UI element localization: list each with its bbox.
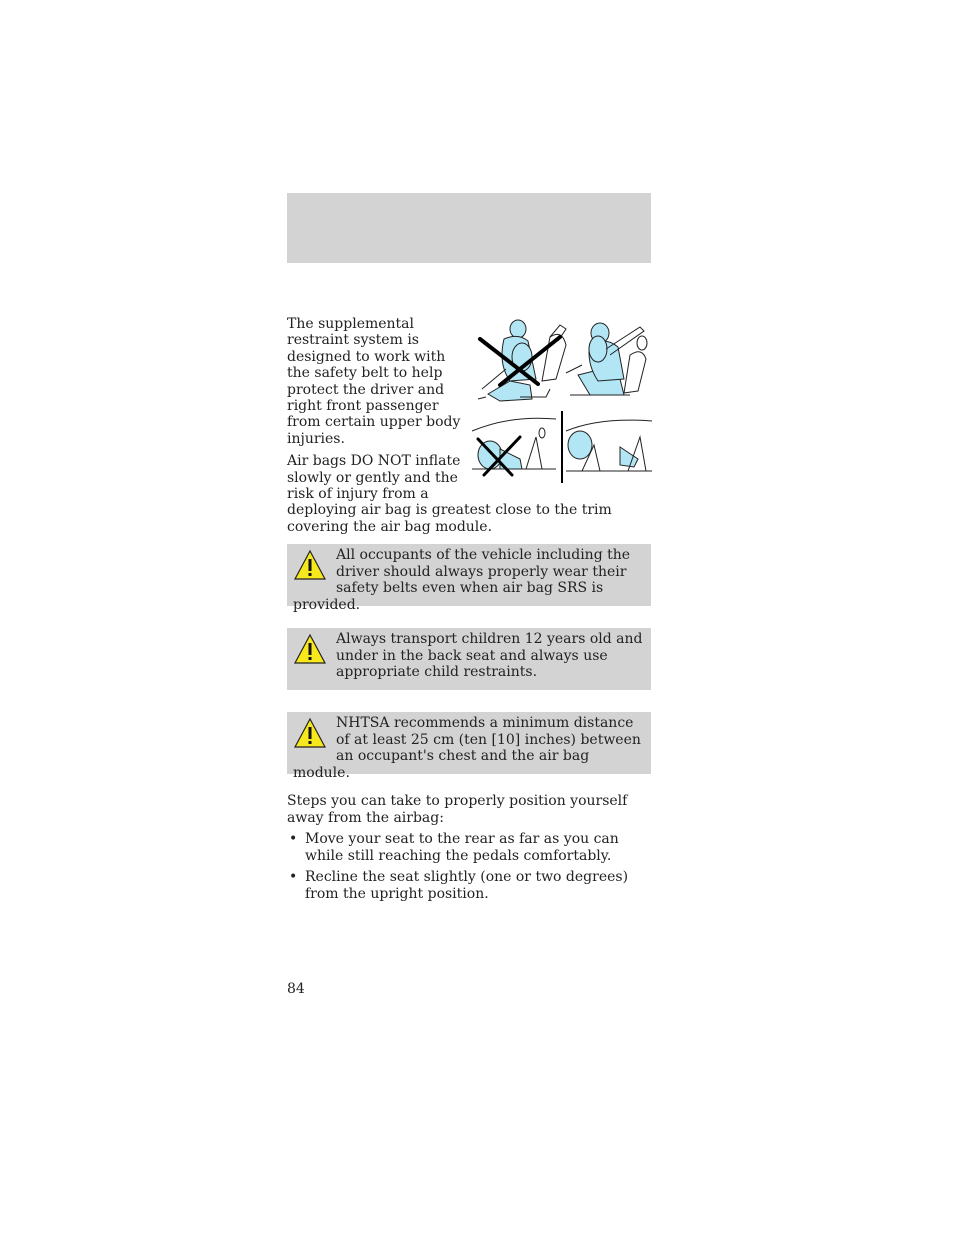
occupant-proper-position-figure	[566, 323, 647, 395]
warning-triangle-icon	[293, 717, 327, 750]
warning-box-safety-belts	[287, 544, 651, 613]
page-number: 84	[287, 981, 305, 997]
warning-triangle-icon	[293, 549, 327, 582]
warning-box-distance	[287, 712, 651, 781]
warning-text: Always transport children 12 years old and under in the back seat and always use appropriate child restraints.	[336, 631, 643, 680]
list-item: • Move your seat to the rear as far as you can while still reaching the pedals comfortably.	[287, 831, 652, 864]
steps-intro: Steps you can take to properly position yourself away from the airbag:	[287, 793, 628, 826]
intro-paragraph-1: The supplemental restraint system is designed to work with the safety belt to help protect the driver and right front passenger from certain upper body injuries.	[287, 316, 461, 447]
warning-triangle-icon	[293, 633, 327, 666]
intro-paragraph-2: Air bags DO NOT inflate slowly or gently and the risk of injury from a deploying air bag is greatest close to the trim covering the air bag module.	[287, 453, 612, 535]
warning-box-children	[287, 628, 651, 690]
warning-text: All occupants of the vehicle including the driver should always properly wear their safety belts even when air bag SRS is provided.	[293, 547, 631, 613]
child-rear-seat-figure	[566, 420, 652, 471]
occupant-too-close-figure	[478, 320, 566, 401]
section-header-band	[287, 193, 651, 263]
positioning-steps	[287, 793, 652, 908]
steps-list	[287, 831, 652, 902]
airbag-positioning-illustration	[470, 319, 652, 491]
warning-text: NHTSA recommends a minimum distance of at least 25 cm (ten [10] inches) between an occupant's chest and the air bag module.	[293, 715, 641, 781]
intro-section	[287, 316, 652, 541]
list-item: • Recline the seat slightly (one or two degrees) from the upright position.	[287, 869, 652, 902]
